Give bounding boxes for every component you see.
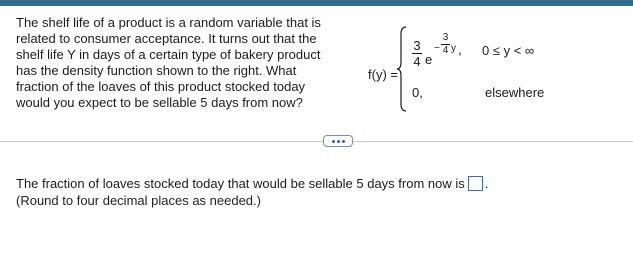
ellipsis-icon xyxy=(332,140,335,143)
exponent-variable: y xyxy=(451,43,456,54)
ellipsis-icon xyxy=(337,140,340,143)
exponent-denominator: 4 xyxy=(442,45,449,56)
function-lhs: f(y) = xyxy=(368,67,398,82)
exponential-base: e xyxy=(425,52,433,67)
coefficient-denominator: 4 xyxy=(413,54,421,69)
density-function xyxy=(368,25,633,115)
top-bar xyxy=(0,0,633,6)
case1-condition: 0 ≤ y < ∞ xyxy=(482,43,535,58)
exponent-sign: − xyxy=(434,43,440,54)
problem-line: shelf life Y in days of a certain type of bakery product xyxy=(16,47,321,62)
answer-input[interactable] xyxy=(468,176,483,191)
problem-statement xyxy=(16,15,336,111)
problem-line: has the density function shown to the right. What xyxy=(16,63,297,78)
coefficient-fraction xyxy=(412,39,422,68)
problem-line: fraction of the loaves of this product stocked today xyxy=(16,79,306,94)
problem-line: related to consumer acceptance. It turns out that the xyxy=(16,31,317,46)
answer-period: . xyxy=(484,176,489,191)
case1-comma: , xyxy=(458,42,462,57)
coefficient-numerator: 3 xyxy=(413,38,421,53)
exponent-fraction xyxy=(441,33,450,56)
section-divider xyxy=(0,141,633,142)
case2-condition: elsewhere xyxy=(485,85,545,100)
case2-value: 0, xyxy=(412,85,423,100)
rounding-note: (Round to four decimal places as needed.) xyxy=(16,193,261,208)
ellipsis-icon xyxy=(342,140,345,143)
question-prompt: The fraction of loaves stocked today that would be sellable 5 days from now is xyxy=(16,176,465,191)
problem-line: would you expect to be sellable 5 days from now? xyxy=(16,95,303,110)
answer-row xyxy=(16,176,488,191)
problem-line: The shelf life of a product is a random variable that is xyxy=(16,15,321,30)
exponent-numerator: 3 xyxy=(442,32,449,43)
left-brace xyxy=(396,26,408,112)
expand-more-button[interactable] xyxy=(323,135,353,147)
